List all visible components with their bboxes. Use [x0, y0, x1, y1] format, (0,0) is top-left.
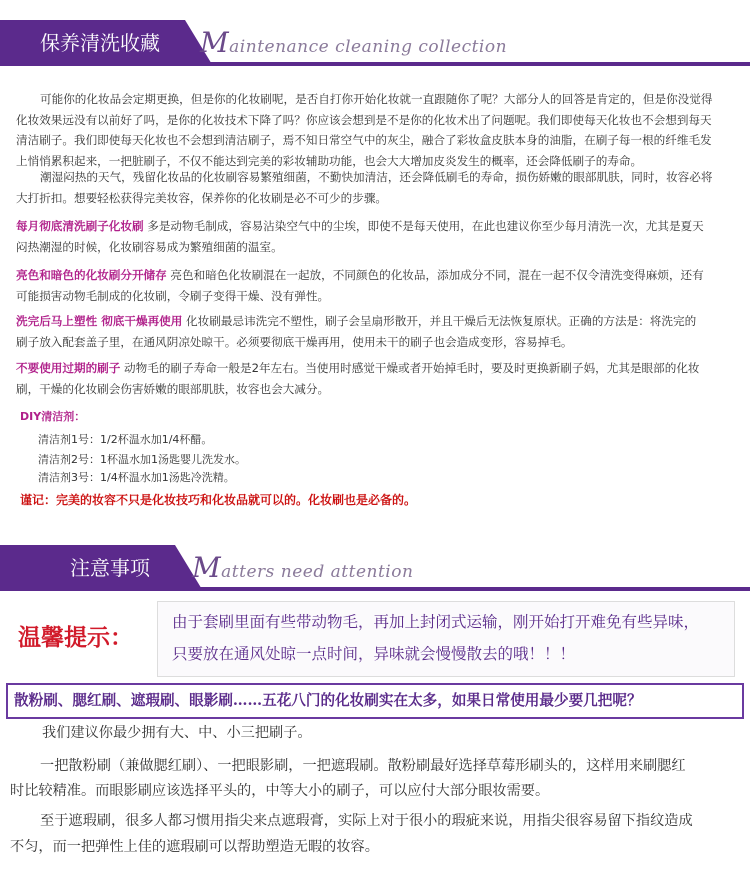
- tip-heading: 每月彻底清洗刷子化妆刷: [16, 219, 144, 233]
- tip-line: 由于套刷里面有些带动物毛，再加上封闭式运输，刚开始打开难免有些异味，: [172, 613, 700, 631]
- diy-item: 清洁剂1号：1/2杯温水加1/4杯醋。: [38, 433, 213, 446]
- tip-line: 只要放在通风处晾一点时间，异味就会慢慢散去的哦！！！: [172, 645, 576, 663]
- banner-divider: [0, 587, 750, 591]
- tip-expired-brushes: 不要使用过期的刷子 动物毛的刷子寿命一般是2年左右。当使用时感觉干燥或者开始掉毛时，要及时更换新刷子妈，尤其是眼部的化妆 刷，干燥的化妆刷会伤害娇嫩的眼部肌肤，妆容也会大减分。: [16, 361, 700, 396]
- diy-item: 清洁剂3号：1/4杯温水加1汤匙冷洗精。: [38, 471, 235, 484]
- section-title: 注意事项: [0, 545, 175, 591]
- tip-label: 温馨提示：: [18, 625, 133, 651]
- diy-item: 清洁剂2号：1杯温水加1汤匙婴儿洗发水。: [38, 453, 246, 466]
- tip-shape-and-dry: 洗完后马上塑性 彻底干燥再使用 化妆刷最忌讳洗完不塑性，刷子会呈扇形散开，并且干燥后无法恢复原状。正确的方法是：将洗完的 刷子放入配套盖子里，在通风阴凉处晾干。必须要彻底干燥再用，使用未干的刷子也会造成变形，容易掉毛。: [16, 314, 697, 349]
- tip-box: [157, 601, 735, 677]
- diy-title: DIY清洁剂：: [20, 410, 86, 423]
- body-line: 至于遮瑕刷，很多人都习惯用指尖来点遮瑕膏，实际上对于很小的瑕疵来说，用指尖很容易留下指纹造成: [40, 813, 693, 829]
- banner-divider: [0, 62, 750, 66]
- body-line: 我们建议你最少拥有大、中、小三把刷子。: [42, 725, 312, 741]
- section-subtitle: Matters need attention: [192, 551, 414, 584]
- tip-heading: 不要使用过期的刷子: [16, 361, 121, 375]
- tip-monthly-cleaning: 每月彻底清洗刷子化妆刷 多是动物毛制成，容易沾染空气中的尘埃，即使不是每天使用，在此也建议你至少每月清洗一次，尤其是夏天 闷热潮湿的时候，化妆刷容易成为繁殖细菌的温室。: [16, 219, 704, 254]
- body-line: 一把散粉刷（兼做腮红刷）、一把眼影刷，一把遮瑕刷。散粉刷最好选择草莓形刷头的，这样用来刷腮红: [40, 758, 686, 774]
- section-banner-maintenance: [0, 20, 750, 66]
- body-line: 不匀，而一把弹性上佳的遮瑕刷可以帮助塑造无暇的妆容。: [10, 839, 379, 855]
- tip-separate-storage: 亮色和暗色的化妆刷分开储存 亮色和暗色化妆刷混在一起放，不同颜色的化妆品，添加成分不同，混在一起不仅令清洗变得麻烦，还有 可能损害动物毛制成的化妆刷，令刷子变得干燥、没有弹性。: [16, 268, 704, 303]
- tip-heading: 亮色和暗色的化妆刷分开储存: [16, 268, 167, 282]
- warning-note: 谨记：完美的妆容不只是化妆技巧和化妆品就可以的。化妆刷也是必备的。: [20, 493, 417, 507]
- question-banner: 散粉刷、腮红刷、遮瑕刷、眼影刷……五花八门的化妆刷实在太多，如果日常使用最少要几把呢？: [6, 683, 744, 719]
- section-subtitle: Maintenance cleaning collection: [200, 26, 508, 59]
- body-line: 时比较精准。而眼影刷应该选择平头的，中等大小的刷子，可以应付大部分眼妆需要。: [10, 783, 550, 799]
- section-title: 保养清洗收藏: [0, 20, 185, 66]
- tip-heading: 洗完后马上塑性 彻底干燥再使用: [16, 314, 183, 328]
- humidity-paragraph: 潮湿闷热的天气，残留化妆品的化妆刷容易繁殖细菌，不勤快加清洁，还会降低刷毛的寿命，损伤娇嫩的眼部肌肤，同时，妆容必将 大打折扣。想要轻松获得完美妆容，保养你的化妆刷是必不可少的步骤。: [16, 170, 713, 205]
- intro-paragraph: 可能你的化妆品会定期更换，但是你的化妆刷呢，是否自打你开始化妆就一直跟随你了呢？大部分人的回答是肯定的，但是你没觉得 化妆效果远没有以前好了吗，是你的化妆技术下降了吗？你应该会想到是不是你的化妆术出了问题呢。我们即使每天化妆也不会想到每天 清洁刷子。我们即使每天化妆也不会想到清洁刷子，焉不知日常空气中的灰尘，融合了彩妆盒皮肤本身的油脂，在刷子每一根的纤维毛发 上悄悄累积起来，一把脏刷子，不仅不能达到完美的彩妆辅助功能，也会大大增加皮炎发生的概率，还会降低刷子的寿命。: [16, 92, 713, 168]
- section-banner-attention: [0, 545, 750, 591]
